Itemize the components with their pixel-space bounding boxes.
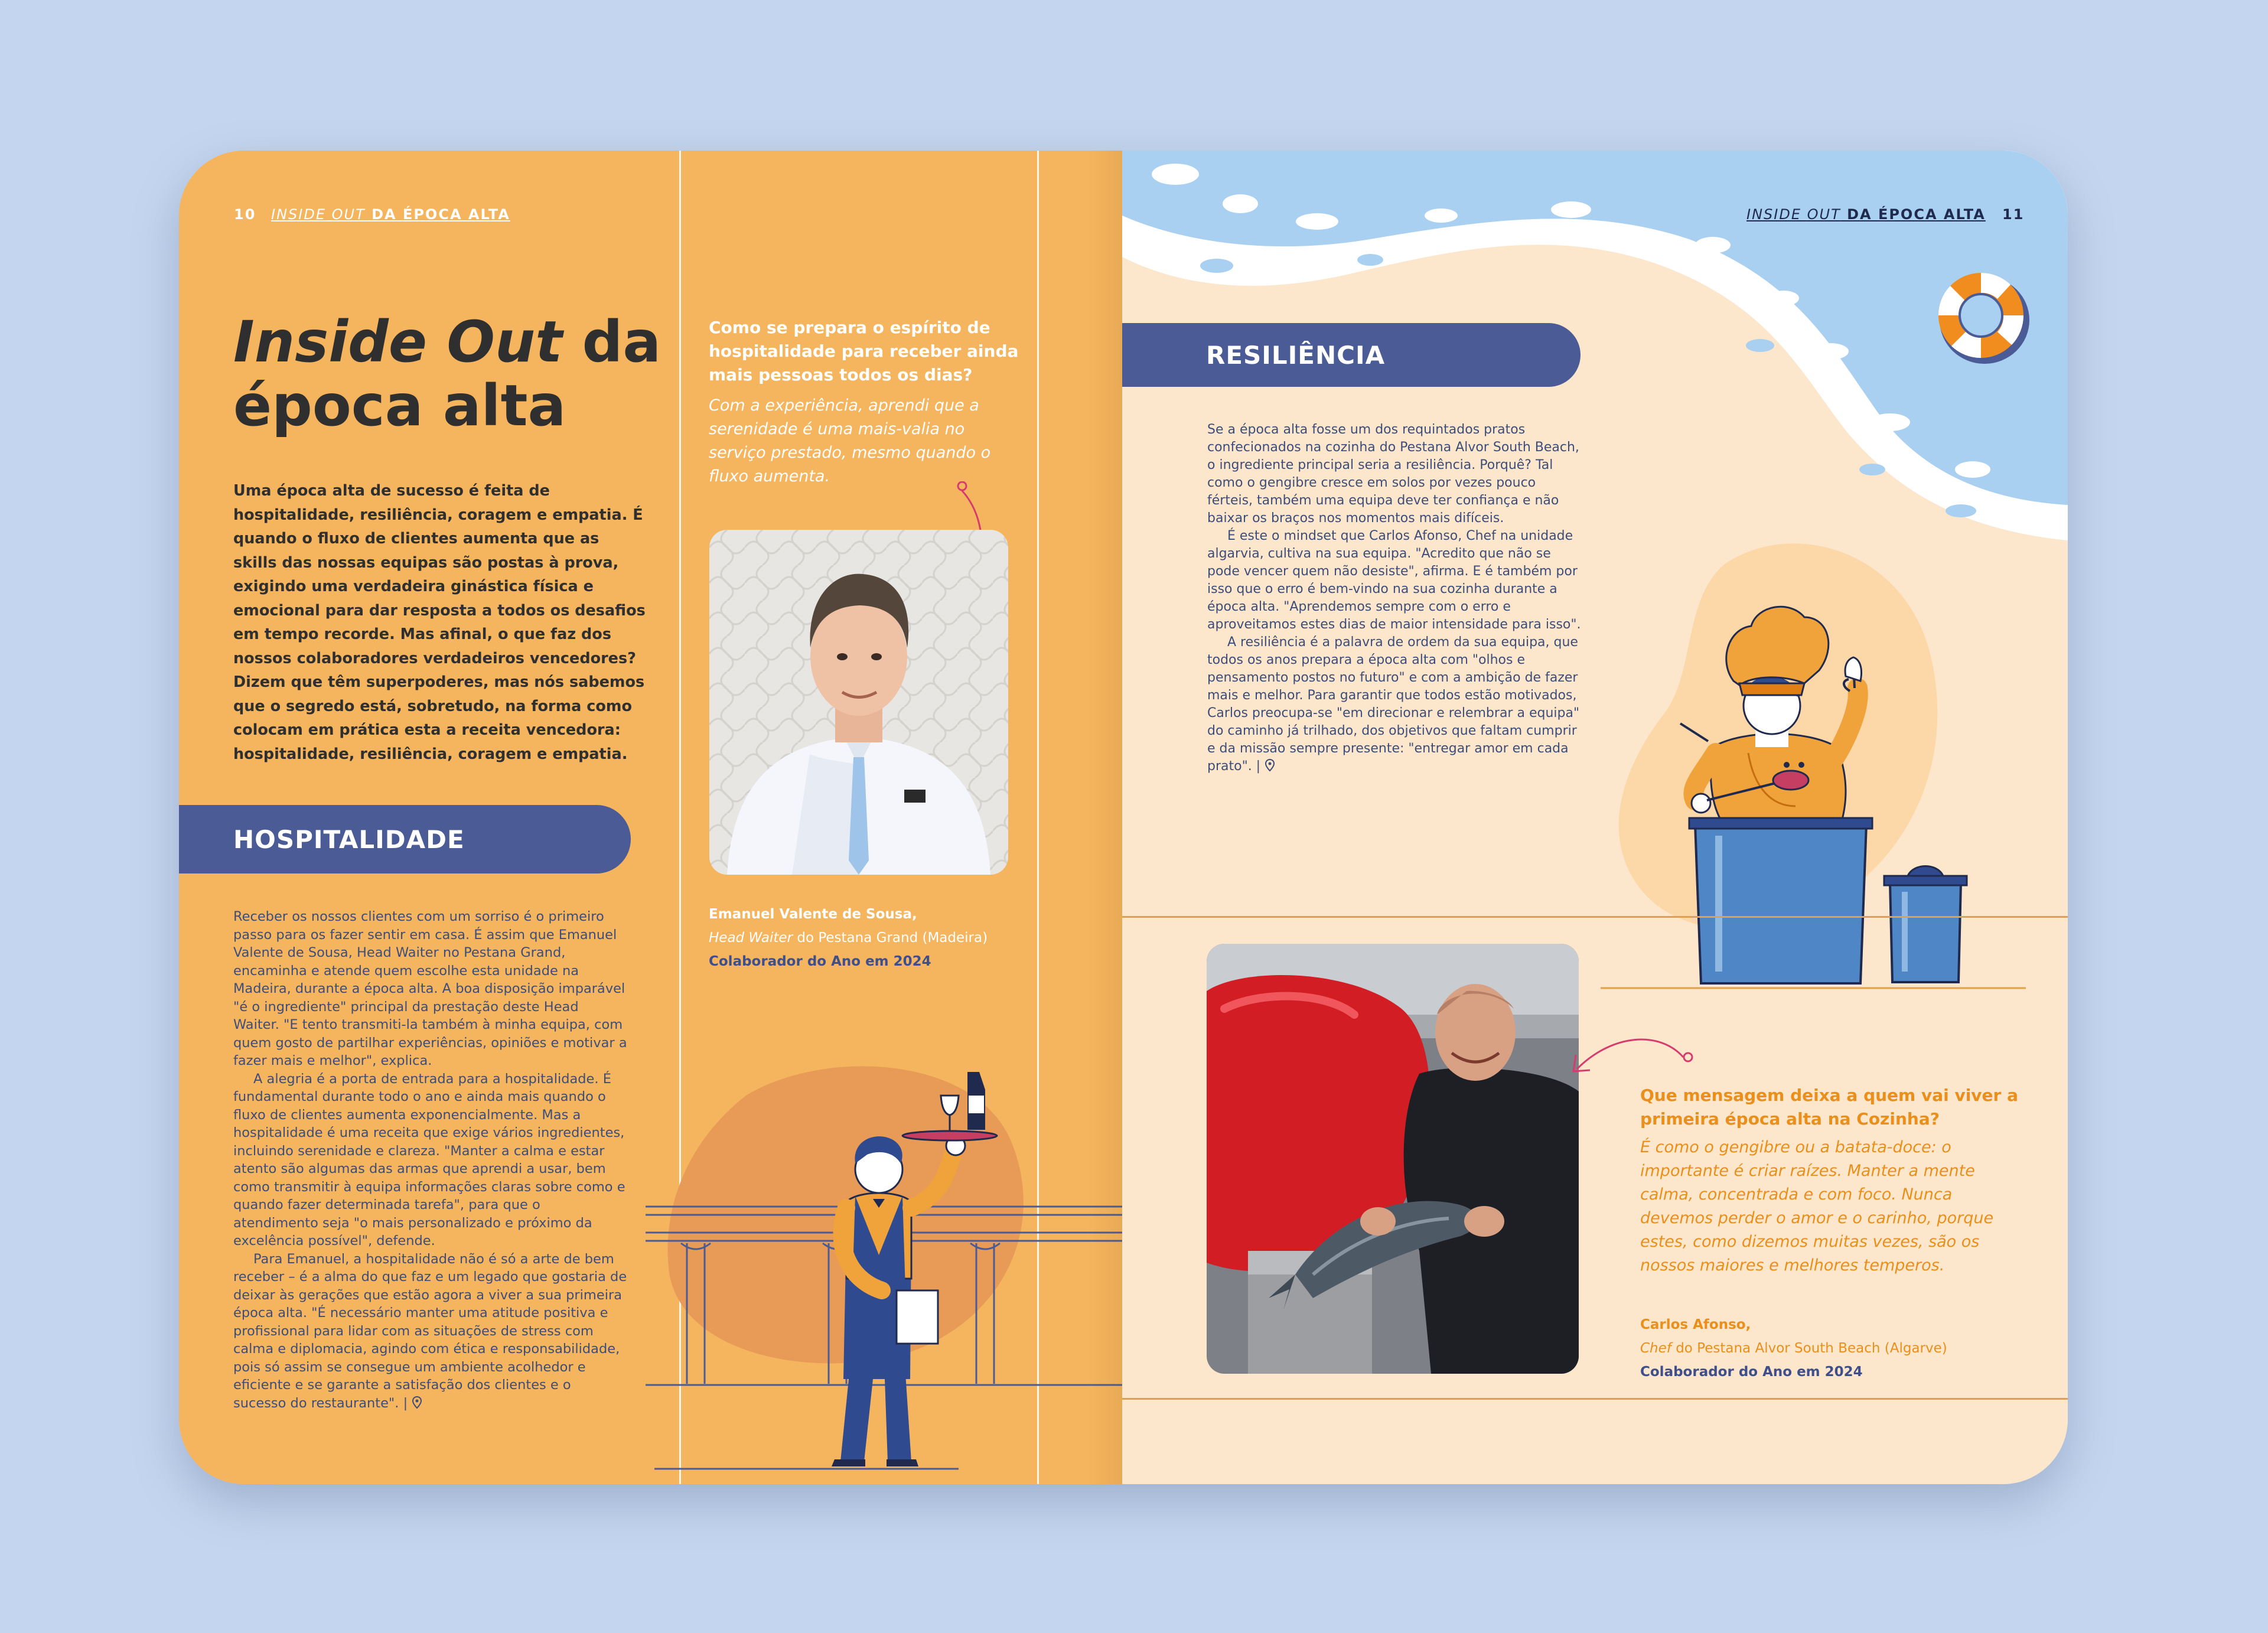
location-pin-icon: [1265, 759, 1275, 772]
photo-emanuel: [709, 530, 1008, 875]
lifebuoy-icon: [1933, 266, 2033, 366]
section-banner-resiliencia: [1122, 323, 1581, 387]
waiter-illustration: [646, 995, 1122, 1484]
page-number: 11: [2002, 206, 2025, 223]
horizontal-rule: [1122, 916, 2068, 918]
interview-answer: É como o gengibre ou a batata-doce: o importante é criar raízes. Manter a mente calma, concentrada e com foco. Nunca devemos perder o amor e o carinho, porque estes, como dizemos muitas vezes, são os nossos maiores e melhores temperos.: [1640, 1138, 1994, 1275]
body-text-hospitalidade: Receber os nossos clientes com um sorriso é o primeiro passo para os fazer sentir em casa. É assim que Emanuel Valente de Sousa, Head Waiter no Pestana Grand, encaminha e atende quem escolhe esta unidade na Madeira, durante a época alta. A boa disposição imparável "é o ingrediente" principal da prestação deste Head Waiter. "E tento transmiti-la também à minha equipa, com quem gosto de partilhar experiências, opiniões e motivar a fazer mais e melhor", explica. A alegria é a porta de entrada para a hospitalidade. É fundamental durante todo o ano e ainda mais quando o fluxo de clientes aumenta exponencialmente. Mas a hospitalidade é uma receita que exige vários ingredientes, incluindo serenidade e clareza. "Manter a calma e estar atento são algumas das armas que aprendi a usar, bem como transmitir à equipa informações claras sobre como e quando fazer determinada tarefa", para que o atendimento seja "o mais personalizado e próximo da excelência possível", defende. Para Emanuel, a hospitalidade não é só a arte de bem receber – é a alma do que faz e um legado que gostaria de deixar às gerações que estão agora a viver a sua primeira época alta. "É necessário manter uma atitude positiva e profissional para lidar com as situações de stress com calma e diplomacia, agindo com ética e responsabilidade, pois só assim se consegue um ambiente acolhedor e eficiente e se garante a satisfação dos clientes e o sucesso do restaurante". |: [233, 909, 627, 1411]
section-title: RESILIÊNCIA: [1206, 340, 1386, 370]
page-title: Inside Out da época alta: [233, 309, 662, 439]
page-gutter-shadow: [1089, 151, 1122, 1484]
running-head: INSIDE OUT DA ÉPOCA ALTA: [271, 206, 510, 223]
page-number: 10: [234, 206, 256, 223]
photo-caption-emanuel: Emanuel Valente de Sousa, Head Waiter do Pestana Grand (Madeira) Colaborador do Ano em 2024: [709, 907, 988, 969]
left-page: [179, 151, 1122, 1484]
section-banner-hospitalidade: [179, 805, 631, 873]
running-head: INSIDE OUT DA ÉPOCA ALTA: [1746, 206, 1986, 223]
interview-answer: Com a experiência, aprendi que a serenidade é uma mais-valia no serviço prestado, mesmo quando o fluxo aumenta.: [709, 396, 991, 485]
photo-carlos: [1207, 944, 1579, 1374]
interview-question: Que mensagem deixa a quem vai viver a primeira época alta na Cozinha?: [1640, 1086, 2018, 1129]
section-title: HOSPITALIDADE: [233, 824, 465, 854]
right-page: [1122, 151, 2068, 1484]
magazine-spread: [179, 151, 2068, 1484]
body-text-resiliencia: Se a época alta fosse um dos requintados pratos confecionados na cozinha do Pestana Alvor South Beach, o ingrediente principal seria a resiliência. Porquê? Tal como o gengibre cresce em solos por vezes pouco férteis, também uma equipa deve ter confiança e não baixar os braços nos momentos mais difíceis. É este o mindset que Carlos Afonso, Chef na unidade algarvia, cultiva na sua equipa. "Acredito que não se pode vencer quem não desiste", afirma. E é também por isso que o erro é bem-vindo na sua cozinha durante a época alta. "Aprendemos sempre com o erro e aproveitamos estes dias de maior intensidade para isso". A resiliência é a palavra de ordem da sua equipa, que todos os anos prepara a época alta com "olhos e pensamento postos no futuro" e com a ambição de fazer mais e melhor. Para garantir que todos estão motivados, Carlos preocupa-se "em direcionar e relembrar a equipa" do caminho já trilhado, dos objetivos que faltam cumprir e da missão sempre presente: "entregar amor em cada prato". |: [1207, 422, 1581, 774]
chef-illustration: [1601, 529, 2026, 1013]
location-pin-icon: [412, 1396, 422, 1409]
interview-question: Como se prepara o espírito de hospitalidade para receber ainda mais pessoas todos os dias?: [709, 318, 1019, 384]
horizontal-rule: [1122, 1398, 2068, 1400]
photo-caption-carlos: Carlos Afonso, Chef do Pestana Alvor South Beach (Algarve) Colaborador do Ano em 2024: [1640, 1317, 1947, 1380]
lead-paragraph: Uma época alta de sucesso é feita de hospitalidade, resiliência, coragem e empatia. É quando o fluxo de clientes aumenta que as skills das nossas equipas são postas à prova, exigindo uma verdadeira ginástica física e emocional para dar resposta a todos os desafios em tempo recorde. Mas afinal, o que faz dos nossos colaboradores verdadeiros vencedores? Dizem que têm superpoderes, mas nós sabemos que o segredo está, sobretudo, na forma como colocam em prática esta a receita vencedora: hospitalidade, resiliência, coragem e empatia.: [233, 482, 646, 763]
